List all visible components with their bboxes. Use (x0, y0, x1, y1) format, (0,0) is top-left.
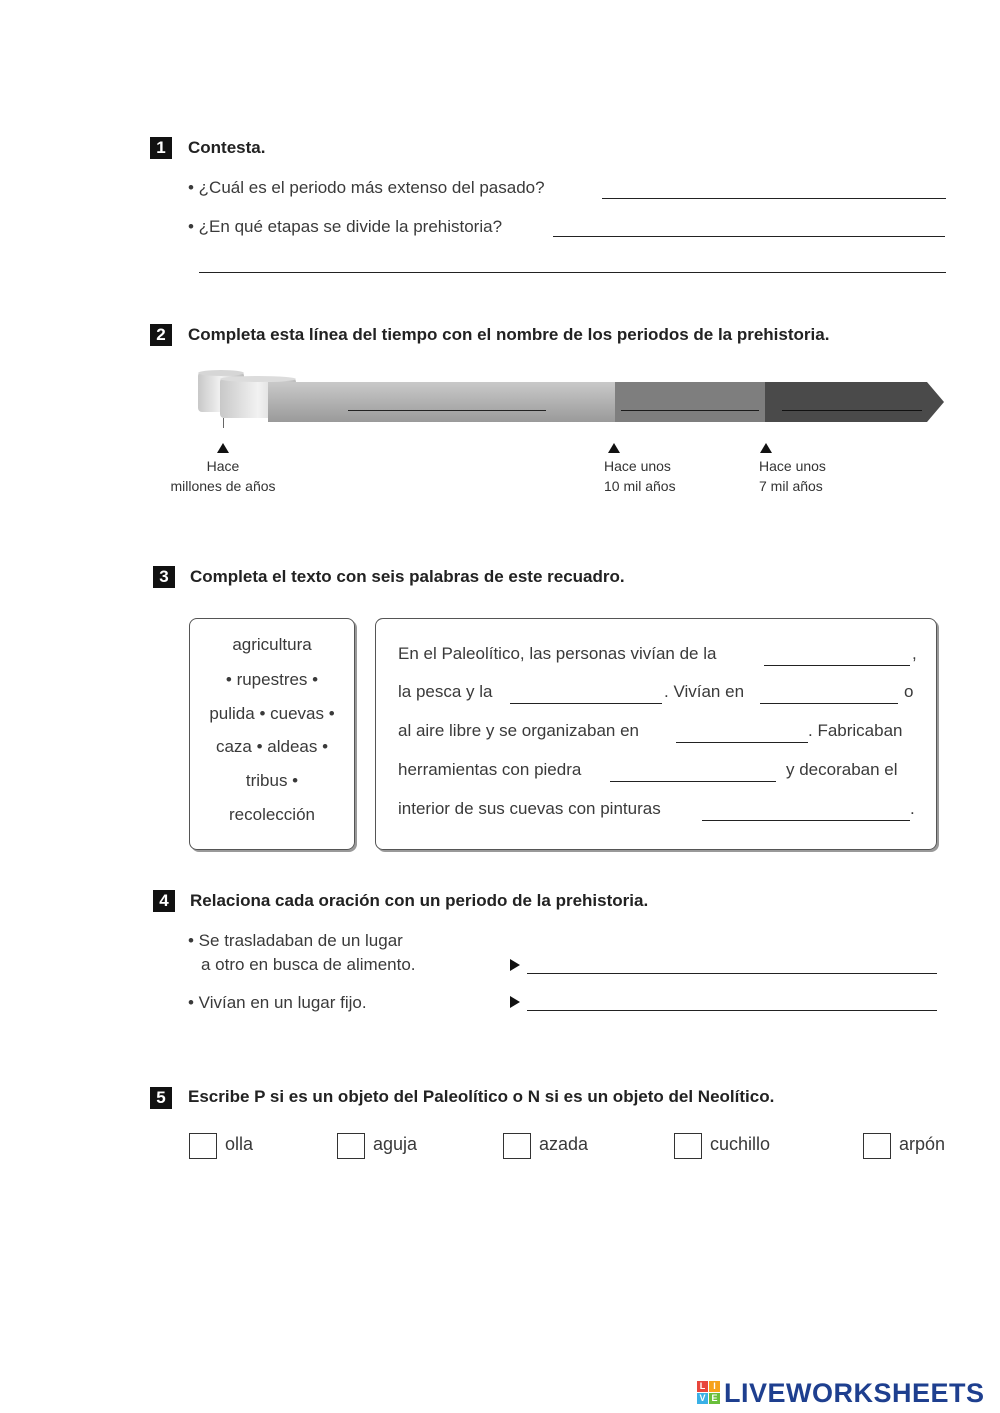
checkbox-olla[interactable] (189, 1133, 217, 1159)
q1-answer-2[interactable] (553, 212, 945, 237)
question-number-3: 3 (153, 566, 175, 588)
timeline-answer-2[interactable] (621, 386, 759, 411)
timeline-roll-1-top (198, 370, 244, 376)
q1-answer-3[interactable] (199, 248, 946, 273)
q4-answer-2[interactable] (527, 986, 937, 1011)
fill-blank-4[interactable] (676, 718, 808, 743)
marker-triangle-1 (217, 443, 229, 453)
marker-3-label (759, 456, 826, 496)
marker-triangle-3 (760, 443, 772, 453)
fill-blank-1[interactable] (764, 641, 910, 666)
fill-blank-2[interactable] (510, 679, 662, 704)
q1-bullet-2: • ¿En qué etapas se divide la prehistoria? (188, 217, 503, 236)
word-box (189, 618, 355, 850)
fill-blank-6[interactable] (702, 796, 910, 821)
question-3-title: Completa el texto con seis palabras de este recuadro. (190, 567, 625, 586)
marker-2-line2: 10 mil años (604, 478, 676, 494)
word-box-line: recolección (229, 805, 315, 824)
liveworksheets-logo-icon (697, 1381, 721, 1405)
text-line-2b: . Vivían en (664, 682, 745, 701)
marker-2-line1: Hace unos (604, 458, 671, 474)
question-2-title: Completa esta línea del tiempo con el nombre de los periodos de la prehistoria. (188, 325, 830, 344)
q4-answer-1[interactable] (527, 949, 937, 974)
logo-letter-i: I (709, 1381, 720, 1392)
text-line-3a: al aire libre y se organizaban en (398, 721, 639, 740)
text-line-2c: o (904, 682, 914, 701)
text-line-3b: . Fabricaban (808, 721, 903, 740)
item-label-arpon: arpón (899, 1134, 946, 1154)
timeline-roll-2-top (220, 376, 296, 382)
logo-letter-v: V (697, 1393, 708, 1404)
logo-letter-e: E (709, 1393, 720, 1404)
timeline-answer-3[interactable] (782, 386, 922, 411)
q4-item-1-line2: a otro en busca de alimento. (201, 955, 416, 974)
question-1-title: Contesta. (188, 138, 266, 157)
item-label-azada: azada (539, 1134, 589, 1154)
checkbox-arpon[interactable] (863, 1133, 891, 1159)
text-line-1b: , (912, 644, 917, 663)
question-number-5: 5 (150, 1087, 172, 1109)
timeline-tick-1 (223, 418, 224, 428)
text-line-5b: . (910, 799, 915, 818)
q4-item-2: • Vivían en un lugar fijo. (188, 993, 367, 1012)
text-line-5a: interior de sus cuevas con pinturas (398, 799, 661, 818)
question-5-title: Escribe P si es un objeto del Paleolítico o N si es un objeto del Neolítico. (188, 1087, 775, 1106)
item-label-aguja: aguja (373, 1134, 418, 1154)
word-box-line: agricultura (232, 635, 312, 654)
logo-letter-l: L (697, 1381, 708, 1392)
q1-bullet-1: • ¿Cuál es el periodo más extenso del pasado? (188, 178, 545, 197)
marker-1-line2: millones de años (170, 478, 276, 494)
arrow-icon (510, 959, 520, 971)
question-number-2: 2 (150, 324, 172, 346)
question-number-1: 1 (150, 137, 172, 159)
fill-blank-3[interactable] (760, 679, 898, 704)
marker-3-line2: 7 mil años (759, 478, 823, 494)
item-label-olla: olla (225, 1134, 254, 1154)
word-box-line: caza • aldeas • (215, 737, 329, 756)
text-line-1a: En el Paleolítico, las personas vivían de la (398, 644, 717, 663)
item-label-cuchillo: cuchillo (710, 1134, 771, 1154)
question-4-title: Relaciona cada oración con un periodo de la prehistoria. (190, 891, 649, 910)
text-line-4b: y decoraban el (786, 760, 898, 779)
text-line-2a: la pesca y la (398, 682, 493, 701)
fill-blank-5[interactable] (610, 757, 776, 782)
checkbox-aguja[interactable] (337, 1133, 365, 1159)
question-number-4: 4 (153, 890, 175, 912)
text-box (375, 618, 937, 850)
word-box-line: tribus • (245, 771, 299, 790)
word-box-line: pulida • cuevas • (209, 704, 335, 723)
liveworksheets-brand: LIVEWORKSHEETS (724, 1378, 985, 1408)
timeline-answer-1[interactable] (348, 386, 546, 411)
marker-1-label (153, 456, 293, 496)
text-line-4a: herramientas con piedra (398, 760, 582, 779)
marker-2-label (604, 456, 676, 496)
word-box-line: • rupestres • (225, 670, 319, 689)
q1-answer-1[interactable] (602, 174, 946, 199)
marker-triangle-2 (608, 443, 620, 453)
marker-3-line1: Hace unos (759, 458, 826, 474)
q4-item-1-line1: • Se trasladaban de un lugar (188, 931, 403, 950)
arrow-icon (510, 996, 520, 1008)
marker-1-line1: Hace (206, 458, 240, 474)
checkbox-cuchillo[interactable] (674, 1133, 702, 1159)
checkbox-azada[interactable] (503, 1133, 531, 1159)
